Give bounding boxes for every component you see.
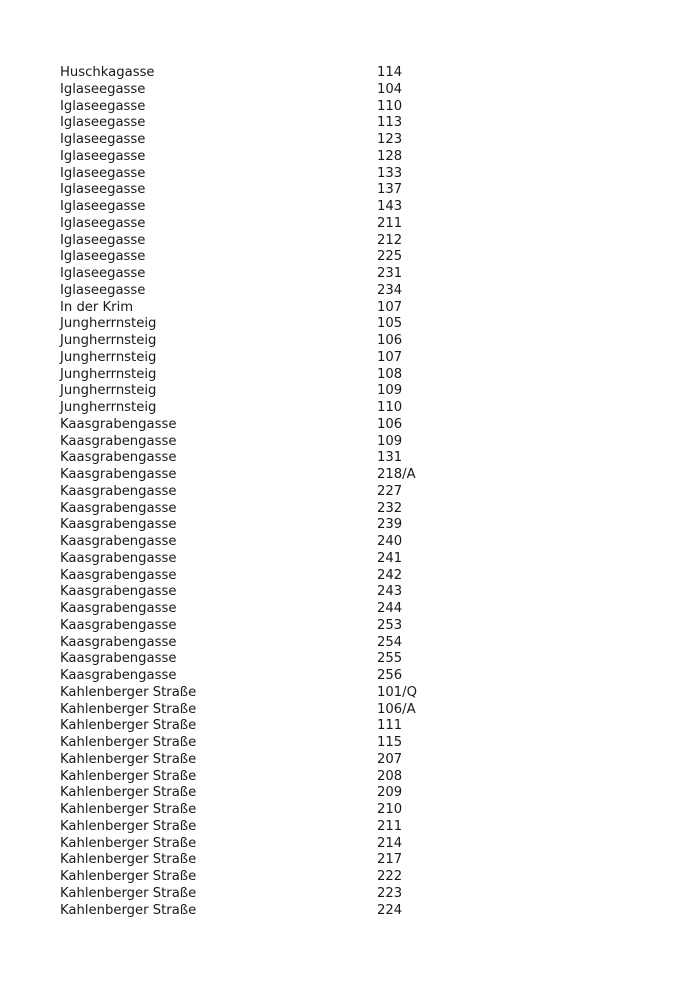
street-name-cell: Kahlenberger Straße	[60, 802, 197, 817]
table-row	[60, 249, 660, 266]
house-number-cell: 256	[377, 668, 403, 683]
house-number-cell: 255	[377, 651, 403, 667]
street-name-cell: Kaasgrabengasse	[60, 517, 177, 533]
table-row	[60, 182, 660, 199]
street-name-cell: Kaasgrabengasse	[60, 433, 177, 449]
house-number-cell: 243	[377, 584, 403, 600]
street-name-cell: Iglaseegasse	[60, 81, 146, 97]
house-number-cell: 109	[377, 433, 403, 449]
table-row	[60, 199, 660, 216]
table-row	[60, 149, 660, 166]
table-row	[60, 718, 660, 735]
table-row	[60, 450, 660, 467]
street-name-cell: Kahlenberger Straße	[60, 735, 197, 750]
street-name-cell: Iglaseegasse	[60, 215, 146, 231]
table-row	[60, 350, 660, 367]
house-number-cell: 227	[377, 483, 403, 499]
house-number-cell: 106/A	[377, 701, 416, 717]
street-name-cell: Kahlenberger Straße	[60, 785, 197, 801]
house-number-cell: 137	[377, 182, 403, 198]
street-name-cell: Kaasgrabengasse	[60, 534, 177, 549]
table-row	[60, 316, 660, 333]
house-number-cell: 212	[377, 232, 403, 248]
house-number-cell: 101/Q	[377, 684, 417, 700]
house-number-cell: 133	[377, 165, 403, 181]
street-name-cell: Kaasgrabengasse	[60, 601, 177, 616]
street-name-cell: Iglaseegasse	[60, 266, 146, 281]
street-name-cell: Huschkagasse	[60, 65, 155, 80]
house-number-cell: 222	[377, 869, 403, 884]
street-name-cell: Kaasgrabengasse	[60, 567, 177, 583]
house-number-cell: 111	[377, 718, 403, 734]
table-row	[60, 735, 660, 752]
street-name-cell: Kaasgrabengasse	[60, 467, 177, 482]
table-row	[60, 702, 660, 719]
street-name-cell: Kahlenberger Straße	[60, 818, 197, 834]
house-number-cell: 207	[377, 751, 403, 767]
table-row	[60, 99, 660, 116]
house-number-cell: 107	[377, 349, 403, 365]
table-row	[60, 283, 660, 300]
street-name-cell: Kaasgrabengasse	[60, 651, 177, 667]
house-number-cell: 105	[377, 316, 403, 332]
street-name-cell: Kahlenberger Straße	[60, 684, 197, 700]
street-name-cell: Iglaseegasse	[60, 282, 146, 298]
table-row	[60, 216, 660, 233]
table-row	[60, 82, 660, 99]
street-name-cell: Iglaseegasse	[60, 232, 146, 248]
house-number-cell: 123	[377, 132, 403, 147]
street-name-cell: Kahlenberger Straße	[60, 701, 197, 717]
house-number-cell: 214	[377, 835, 403, 851]
table-row	[60, 467, 660, 484]
table-row	[60, 501, 660, 518]
house-number-cell: 244	[377, 601, 403, 616]
house-number-cell: 114	[377, 65, 403, 80]
house-number-cell: 131	[377, 450, 403, 466]
table-row	[60, 852, 660, 869]
street-name-cell: Iglaseegasse	[60, 148, 146, 164]
house-number-cell: 143	[377, 199, 403, 214]
table-row	[60, 300, 660, 317]
table-row	[60, 584, 660, 601]
street-name-cell: Jungherrnsteig	[60, 333, 157, 348]
street-name-cell: Kahlenberger Straße	[60, 718, 197, 734]
table-row	[60, 132, 660, 149]
table-row	[60, 233, 660, 250]
table-row	[60, 434, 660, 451]
street-name-cell: Iglaseegasse	[60, 199, 146, 214]
table-row	[60, 601, 660, 618]
street-name-cell: Jungherrnsteig	[60, 366, 157, 382]
street-name-cell: Kaasgrabengasse	[60, 483, 177, 499]
house-number-cell: 109	[377, 383, 403, 399]
house-number-cell: 239	[377, 517, 403, 533]
house-number-cell: 232	[377, 500, 403, 516]
street-name-cell: Kaasgrabengasse	[60, 584, 177, 600]
house-number-cell: 217	[377, 852, 403, 868]
table-row	[60, 668, 660, 685]
house-number-cell: 225	[377, 249, 403, 265]
table-row	[60, 400, 660, 417]
house-number-cell: 208	[377, 768, 403, 784]
house-number-cell: 211	[377, 818, 403, 834]
table-row	[60, 752, 660, 769]
table-row	[60, 836, 660, 853]
table-row	[60, 568, 660, 585]
table-row	[60, 802, 660, 819]
house-number-cell: 106	[377, 416, 403, 432]
house-number-cell: 241	[377, 550, 403, 566]
street-name-cell: Iglaseegasse	[60, 165, 146, 181]
street-name-cell: Kaasgrabengasse	[60, 500, 177, 516]
table-row	[60, 417, 660, 434]
street-name-cell: Iglaseegasse	[60, 182, 146, 198]
street-name-cell: Kahlenberger Straße	[60, 751, 197, 767]
street-name-cell: Kaasgrabengasse	[60, 634, 177, 650]
table-row	[60, 333, 660, 350]
house-number-cell: 242	[377, 567, 403, 583]
table-row	[60, 886, 660, 903]
house-number-cell: 115	[377, 735, 403, 750]
table-row	[60, 651, 660, 668]
street-name-cell: Kahlenberger Straße	[60, 885, 197, 901]
street-name-cell: Kaasgrabengasse	[60, 416, 177, 432]
street-name-cell: Iglaseegasse	[60, 98, 146, 114]
house-number-cell: 211	[377, 215, 403, 231]
street-name-cell: Kahlenberger Straße	[60, 835, 197, 851]
street-name-cell: Jungherrnsteig	[60, 400, 157, 415]
street-name-cell: Kahlenberger Straße	[60, 902, 197, 918]
house-number-cell: 253	[377, 617, 403, 633]
street-name-cell: Kaasgrabengasse	[60, 668, 177, 683]
address-table	[60, 65, 660, 919]
street-name-cell: Iglaseegasse	[60, 115, 146, 131]
house-number-cell: 231	[377, 266, 403, 281]
table-row	[60, 903, 660, 920]
street-name-cell: Kaasgrabengasse	[60, 550, 177, 566]
house-number-cell: 218/A	[377, 467, 416, 482]
street-name-cell: Iglaseegasse	[60, 249, 146, 265]
street-name-cell: Jungherrnsteig	[60, 349, 157, 365]
table-row	[60, 383, 660, 400]
table-row	[60, 769, 660, 786]
table-row	[60, 635, 660, 652]
house-number-cell: 106	[377, 333, 403, 348]
house-number-cell: 210	[377, 802, 403, 817]
house-number-cell: 209	[377, 785, 403, 801]
table-row	[60, 785, 660, 802]
house-number-cell: 224	[377, 902, 403, 918]
street-name-cell: Kahlenberger Straße	[60, 768, 197, 784]
house-number-cell: 104	[377, 81, 403, 97]
table-row	[60, 115, 660, 132]
table-row	[60, 517, 660, 534]
table-row	[60, 819, 660, 836]
street-name-cell: Kahlenberger Straße	[60, 852, 197, 868]
house-number-cell: 108	[377, 366, 403, 382]
house-number-cell: 110	[377, 98, 403, 114]
house-number-cell: 128	[377, 148, 403, 164]
house-number-cell: 110	[377, 400, 403, 415]
street-name-cell: Kaasgrabengasse	[60, 450, 177, 466]
table-row	[60, 65, 660, 82]
street-name-cell: Kahlenberger Straße	[60, 869, 197, 884]
street-name-cell: Jungherrnsteig	[60, 383, 157, 399]
table-row	[60, 869, 660, 886]
street-name-cell: Kaasgrabengasse	[60, 617, 177, 633]
table-row	[60, 266, 660, 283]
table-row	[60, 618, 660, 635]
house-number-cell: 234	[377, 282, 403, 298]
street-name-cell: Jungherrnsteig	[60, 316, 157, 332]
house-number-cell: 113	[377, 115, 403, 131]
house-number-cell: 107	[377, 299, 403, 315]
table-row	[60, 551, 660, 568]
table-row	[60, 166, 660, 183]
house-number-cell: 254	[377, 634, 403, 650]
house-number-cell: 240	[377, 534, 403, 549]
street-name-cell: Iglaseegasse	[60, 132, 146, 147]
table-row	[60, 685, 660, 702]
table-row	[60, 534, 660, 551]
street-name-cell: In der Krim	[60, 299, 134, 315]
table-row	[60, 367, 660, 384]
house-number-cell: 223	[377, 885, 403, 901]
table-row	[60, 484, 660, 501]
